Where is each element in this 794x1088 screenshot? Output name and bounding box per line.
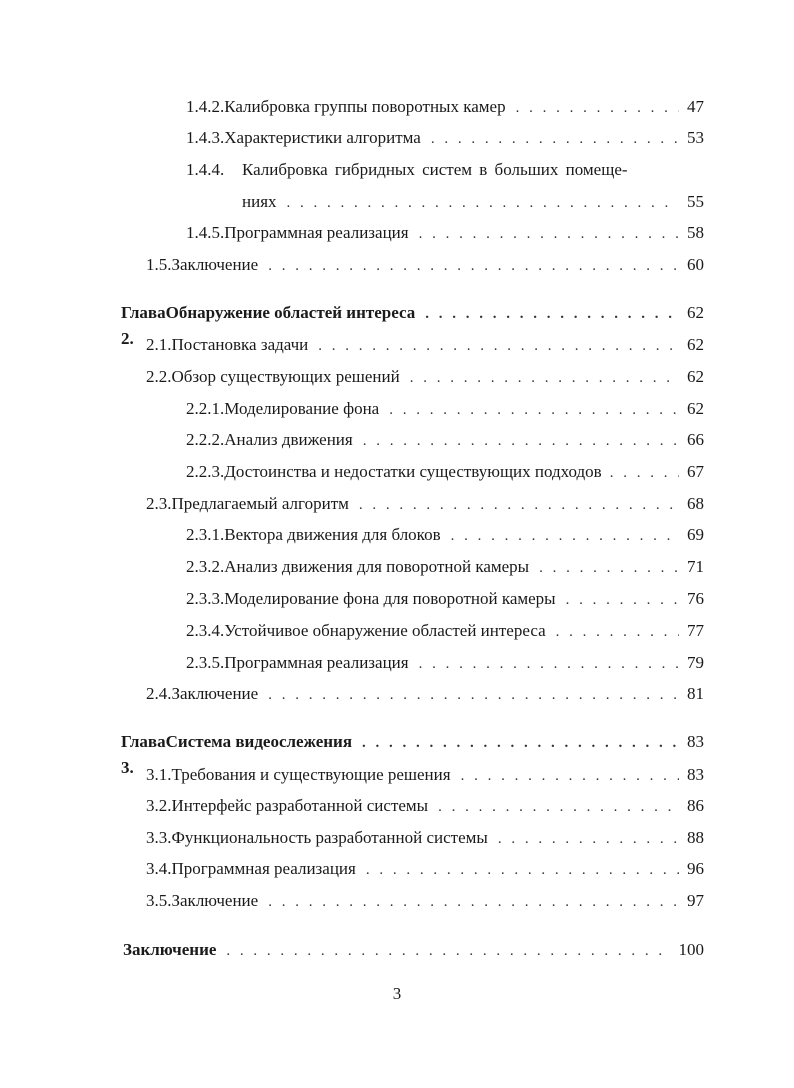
leader-dots — [268, 889, 679, 915]
entry-title: Заключение — [171, 255, 259, 274]
entry-page: 88 — [687, 828, 704, 847]
entry-page: 71 — [687, 557, 704, 576]
entry-title: Вектора движения для блоков — [224, 525, 441, 544]
leader-dots — [438, 794, 679, 820]
leader-dots — [359, 492, 679, 518]
entry-page: 67 — [687, 462, 704, 481]
entry-title: Моделирование фона — [224, 399, 380, 418]
toc-entry — [186, 522, 704, 548]
entry-number: 1.4.4. — [186, 160, 225, 179]
entry-title: Достоинства и недостатки существующих подходов — [224, 462, 602, 481]
toc-entry — [186, 650, 704, 676]
toc-entry — [146, 364, 704, 390]
entry-number: 2.3. — [146, 494, 172, 513]
toc-conclusion — [123, 937, 704, 963]
leader-dots — [287, 190, 679, 216]
entry-number: 2.3.1. — [186, 525, 225, 544]
leader-dots — [419, 221, 679, 247]
entry-page: 86 — [687, 796, 704, 815]
leader-dots — [363, 428, 679, 454]
entry-page: 53 — [687, 128, 704, 147]
entry-number: 2.3.3. — [186, 589, 225, 608]
entry-title: Обзор существующих решений — [171, 367, 400, 386]
entry-title: Анализ движения — [224, 430, 353, 449]
entry-title: Требования и существующие решения — [171, 765, 451, 784]
entry-number: 3.2. — [146, 796, 172, 815]
conclusion-title: Заключение — [123, 940, 217, 959]
toc-entry — [146, 762, 704, 788]
entry-title: Интерфейс разработанной системы — [171, 796, 429, 815]
leader-dots — [539, 555, 679, 581]
entry-page: 60 — [687, 255, 704, 274]
entry-page: 76 — [687, 589, 704, 608]
entry-title: Моделирование фона для поворотной камеры — [224, 589, 556, 608]
leader-dots — [566, 587, 679, 613]
entry-page: 58 — [687, 223, 704, 242]
entry-title: Устойчивое обнаружение областей интереса — [224, 621, 546, 640]
entry-number: 2.3.5. — [186, 653, 225, 672]
entry-number: 2.2. — [146, 367, 172, 386]
leader-dots — [419, 651, 679, 677]
toc-entry — [146, 491, 704, 517]
entry-page: 62 — [687, 335, 704, 354]
entry-number: 2.3.2. — [186, 557, 225, 576]
entry-title: Программная реализация — [224, 653, 409, 672]
entry-title: Программная реализация — [171, 859, 356, 878]
entry-number: 3.4. — [146, 859, 172, 878]
toc-entry — [186, 586, 704, 612]
entry-page: 62 — [687, 367, 704, 386]
entry-number: 2.3.4. — [186, 621, 225, 640]
entry-page: 77 — [687, 621, 704, 640]
leader-dots — [389, 397, 679, 423]
entry-title: Заключение — [171, 684, 259, 703]
toc-entry — [146, 856, 704, 882]
leader-dots — [610, 460, 679, 486]
entry-number: 2.1. — [146, 335, 172, 354]
entry-page: 55 — [687, 192, 704, 211]
page-number: 3 — [392, 984, 402, 1003]
chapter-number: Глава 2. — [121, 303, 166, 348]
leader-dots — [268, 682, 679, 708]
entry-page: 62 — [687, 303, 704, 322]
toc-entry — [186, 94, 704, 120]
toc-entry — [146, 681, 704, 707]
leader-dots — [362, 730, 679, 756]
leader-dots — [366, 857, 679, 883]
toc-entry — [146, 332, 704, 358]
entry-title: Программная реализация — [224, 223, 409, 242]
entry-title: Калибровка группы поворотных камер — [224, 97, 506, 116]
entry-page: 62 — [687, 399, 704, 418]
toc-entry — [146, 793, 704, 819]
entry-page: 81 — [687, 684, 704, 703]
toc-entry — [186, 157, 704, 183]
toc-entry — [146, 888, 704, 914]
toc-entry — [146, 825, 704, 851]
entry-title: Заключение — [171, 891, 259, 910]
entry-page: 83 — [687, 765, 704, 784]
entry-number: 2.2.1. — [186, 399, 225, 418]
entry-page: 83 — [687, 732, 704, 751]
leader-dots — [318, 333, 679, 359]
entry-number: 2.4. — [146, 684, 172, 703]
chapter-title: Система видеослежения — [165, 732, 353, 751]
toc-entry — [186, 396, 704, 422]
entry-title: ниях — [242, 192, 277, 211]
entry-page: 47 — [687, 97, 704, 116]
entry-title: Функциональность разработанной системы — [171, 828, 488, 847]
entry-title: Предлагаемый алгоритм — [171, 494, 349, 513]
entry-number: 3.1. — [146, 765, 172, 784]
leader-dots — [556, 619, 679, 645]
leader-dots — [268, 253, 679, 279]
entry-page: 79 — [687, 653, 704, 672]
entry-number: 2.2.3. — [186, 462, 225, 481]
entry-page: 68 — [687, 494, 704, 513]
toc-entry — [186, 125, 704, 151]
entry-number: 1.4.3. — [186, 128, 225, 147]
entry-number: 1.5. — [146, 255, 172, 274]
entry-title: Характеристики алгоритма — [224, 128, 421, 147]
entry-title: Калибровка гибридных систем в больших помеще- — [242, 160, 628, 179]
leader-dots — [461, 763, 679, 789]
chapter-title: Обнаружение областей интереса — [165, 303, 416, 322]
leader-dots — [410, 365, 679, 391]
toc-entry — [186, 618, 704, 644]
entry-title: Анализ движения для поворотной камеры — [224, 557, 530, 576]
entry-page: 66 — [687, 430, 704, 449]
leader-dots — [226, 938, 670, 964]
entry-number: 1.4.2. — [186, 97, 225, 116]
toc-entry — [186, 459, 704, 485]
leader-dots — [451, 523, 679, 549]
leader-dots — [498, 826, 679, 852]
toc-entry-continuation — [242, 189, 704, 215]
entry-page: 97 — [687, 891, 704, 910]
toc-entry — [186, 427, 704, 453]
entry-number: 3.5. — [146, 891, 172, 910]
entry-page: 69 — [687, 525, 704, 544]
entry-number: 2.2.2. — [186, 430, 225, 449]
entry-page: 100 — [678, 940, 704, 959]
entry-number: 3.3. — [146, 828, 172, 847]
entry-page: 96 — [687, 859, 704, 878]
leader-dots — [516, 95, 679, 121]
toc-entry — [146, 252, 704, 278]
entry-title: Постановка задачи — [171, 335, 309, 354]
entry-number: 1.4.5. — [186, 223, 225, 242]
leader-dots — [425, 301, 679, 327]
chapter-number: Глава 3. — [121, 732, 166, 777]
toc-entry — [186, 220, 704, 246]
toc-entry — [186, 554, 704, 580]
leader-dots — [431, 126, 679, 152]
